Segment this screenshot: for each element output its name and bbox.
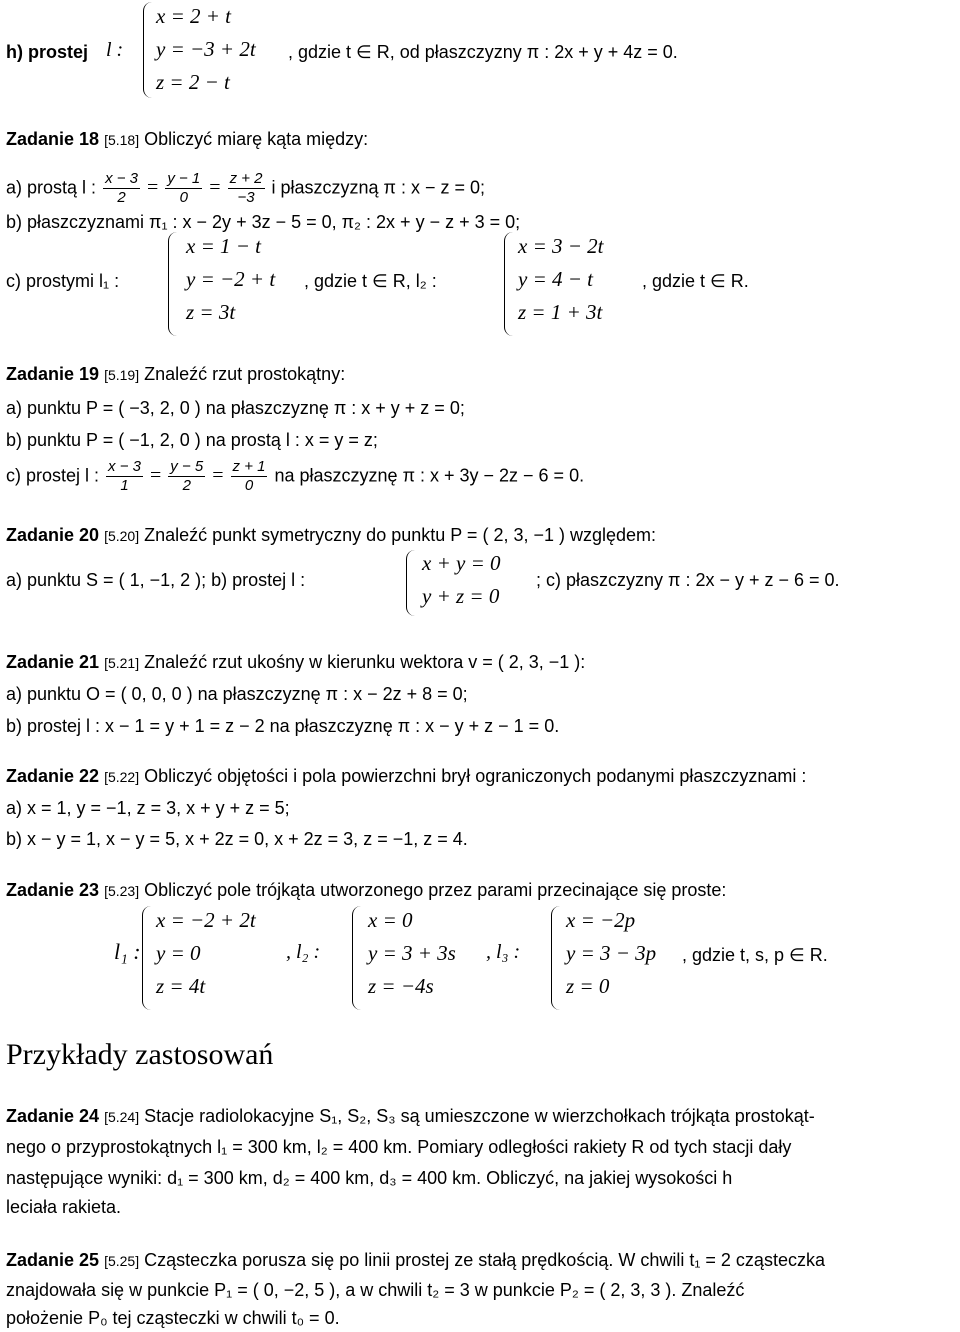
z24-line-1: Zadanie 24 [5.24] Stacje radiolokacyjne S₁, S₂, S₃ są umieszczone w wierzchołkach trójkąta prostokąt- (6, 1106, 815, 1126)
z19-c-lead: c) prostej l : (6, 465, 100, 486)
section-heading: Przykłady zastosowań (6, 1038, 274, 1071)
z24-line-2: nego o przyprostokątnych l₁ = 300 km, l₂ = 400 km. Pomiary odległości rakiety R od tych stacji dały (6, 1137, 792, 1157)
z18-heading (6, 127, 368, 152)
z24-line-4: leciała rakieta. (6, 1197, 122, 1217)
z22-ref: [5.22] (104, 769, 140, 785)
z23-heading (6, 878, 726, 903)
z25-line-1: Zadanie 25 [5.25] Cząsteczka porusza się po linii prostej ze stałą prędkością. W chwili t₁ = 2 cząsteczka (6, 1250, 825, 1270)
z23-l3: , l₃ : (486, 941, 521, 963)
z25-ref: [5.25] (104, 1253, 140, 1269)
z21-b: b) prostej l : x − 1 = y + 1 = z − 2 na płaszczyznę π : x − y + z − 1 = 0. (6, 716, 560, 736)
z22-b: b) x − y = 1, x − y = 5, x + 2z = 0, x + 2z = 3, z = −1, z = 4. (6, 829, 468, 849)
z19-title: Zadanie 19 (6, 364, 100, 384)
z24-title: Zadanie 24 (6, 1106, 100, 1126)
z18-b: b) płaszczyznami π₁ : x − 2y + 3z − 5 = 0, π₂ : 2x + y − z + 3 = 0; (6, 212, 521, 232)
h-brace (143, 2, 152, 98)
z23-l1: l₁ : (114, 939, 141, 964)
z22-title: Zadanie 22 (6, 766, 100, 786)
h-tail: , gdzie t ∈ R, od płaszczyzny π : 2x + y + 4z = 0. (288, 42, 678, 62)
z23-l2: , l₂ : (286, 941, 321, 963)
z18-a-lead: a) prostą l : (6, 177, 97, 198)
z25-line-3: położenie P₀ tej cząsteczki w chwili t₀ = 0. (6, 1308, 340, 1328)
fraction: $\frac{x - 3}{1}$ (108, 458, 141, 494)
z18-c-tail: , gdzie t ∈ R. (642, 271, 749, 291)
z20-text: Znaleźć punkt symetryczny do punktu P = ( 2, 3, −1 ) względem: (144, 525, 657, 545)
z24-line-3: następujące wyniki: d₁ = 300 km, d₂ = 400 km, d₃ = 400 km. Obliczyć, na jakiej wysokości h (6, 1168, 733, 1188)
z18-brace-2 (504, 232, 513, 336)
z20-system: x + y = 0 y + z = 0 (422, 551, 501, 608)
h-eq-z: z = 2 − t (156, 70, 230, 94)
fraction: $\frac{z + 2}{-3}$ (229, 170, 263, 206)
z20-a: a) punktu S = ( 1, −1, 2 ); b) prostej l : (6, 570, 306, 590)
z23-system-2: x = 0 y = 3 + 3s z = −4s (368, 908, 456, 998)
z18-a-tail: i płaszczyzną π : x − z = 0; (271, 177, 486, 198)
z19-b: b) punktu P = ( −1, 2, 0 ) na prostą l : x = y = z; (6, 430, 378, 450)
z22-heading (6, 764, 806, 789)
z18-a: a) prostą l : $\frac{x - 3}{2}$ = $\frac{y - 1}{0}$ = $\frac{z + 2}{-3}$ i płaszczyzną π : x − z = 0; (6, 170, 486, 206)
z19-c: c) prostej l : $\frac{x - 3}{1}$ = $\frac{y - 5}{2}$ = $\frac{z + 1}{0}$ na płaszczyznę π : x + 3y − 2z − 6 = 0. (6, 458, 585, 494)
z18-system-2: x = 3 − 2t y = 4 − t z = 1 + 3t (518, 234, 604, 324)
z19-text: Znaleźć rzut prostokątny: (144, 364, 346, 384)
z19-ref: [5.19] (104, 367, 140, 383)
z18-c-mid: , gdzie t ∈ R, l₂ : (304, 271, 437, 291)
z23-ref: [5.23] (104, 883, 140, 899)
h-eq-y: y = −3 + 2t (156, 37, 256, 61)
z21-title: Zadanie 21 (6, 652, 100, 672)
h-lead: h) prostej (6, 42, 89, 62)
z20-tail: ; c) płaszczyzny π : 2x − y + z − 6 = 0. (536, 570, 840, 590)
h-var: l : (106, 39, 124, 61)
z20-title: Zadanie 20 (6, 525, 100, 545)
z23-system-3: x = −2p y = 3 − 3p z = 0 (566, 908, 657, 998)
z22-text: Obliczyć objętości i pola powierzchni brył ograniczonych podanymi płaszczyznami : (144, 766, 807, 786)
z21-a: a) punktu O = ( 0, 0, 0 ) na płaszczyznę π : x − 2z + 8 = 0; (6, 684, 468, 704)
z18-title: Zadanie 18 (6, 129, 100, 149)
z22-a: a) x = 1, y = −1, z = 3, x + y + z = 5; (6, 798, 290, 818)
z23-brace-1 (142, 906, 151, 1010)
z18-c-lead: c) prostymi l₁ : (6, 271, 120, 291)
z18-brace-1 (168, 232, 177, 336)
z19-c-tail: na płaszczyznę π : x + 3y − 2z − 6 = 0. (274, 465, 585, 486)
z19-a: a) punktu P = ( −3, 2, 0 ) na płaszczyznę π : x + y + z = 0; (6, 398, 465, 418)
fraction: $\frac{z + 1}{0}$ (232, 458, 266, 494)
z21-text: Znaleźć rzut ukośny w kierunku wektora v = ( 2, 3, −1 ): (144, 652, 586, 672)
z21-heading (6, 650, 585, 675)
z20-heading (6, 523, 656, 548)
fraction: $\frac{y - 1}{0}$ (167, 170, 201, 206)
h-eq-x: x = 2 + t (156, 4, 231, 28)
z25-line-2: znajdowała się w punkcie P₁ = ( 0, −2, 5 ), a w chwili t₂ = 3 w punkcie P₂ = ( 2, 3, 3 ). Znaleźć (6, 1280, 745, 1300)
z23-title: Zadanie 23 (6, 880, 100, 900)
z23-system-1: x = −2 + 2t y = 0 z = 4t (156, 908, 256, 998)
z23-brace-3 (551, 906, 560, 1010)
z21-ref: [5.21] (104, 655, 140, 671)
z25-title: Zadanie 25 (6, 1250, 100, 1270)
z18-system-1: x = 1 − t y = −2 + t z = 3t (186, 234, 276, 324)
z23-tail: , gdzie t, s, p ∈ R. (682, 945, 828, 965)
fraction: $\frac{y - 5}{2}$ (170, 458, 204, 494)
z20-ref: [5.20] (104, 528, 140, 544)
z18-text: Obliczyć miarę kąta między: (144, 129, 369, 149)
z19-heading (6, 362, 345, 387)
z20-brace (406, 550, 415, 616)
z23-brace-2 (352, 906, 361, 1010)
z23-text: Obliczyć pole trójkąta utworzonego przez parami przecinające się proste: (144, 880, 727, 900)
z18-ref: [5.18] (104, 132, 140, 148)
z24-ref: [5.24] (104, 1109, 140, 1125)
fraction: $\frac{x - 3}{2}$ (105, 170, 138, 206)
h-system (156, 0, 256, 99)
